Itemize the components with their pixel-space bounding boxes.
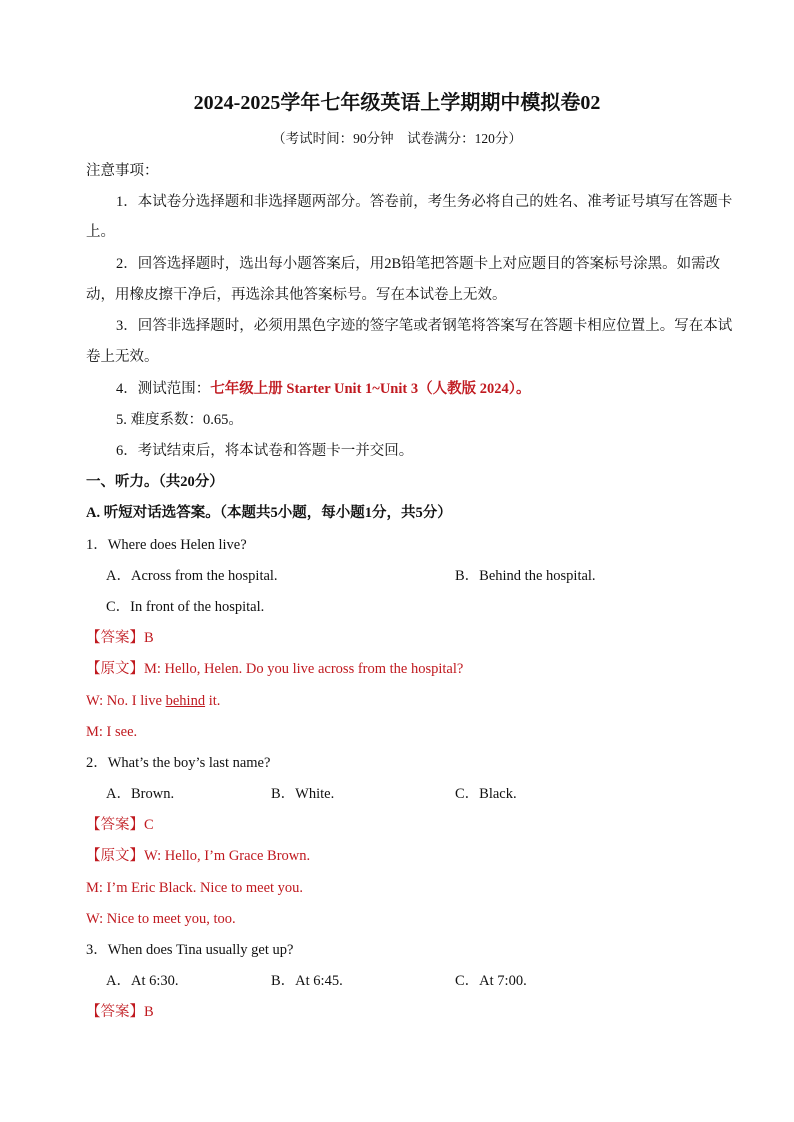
- notes-heading-text: 注意事项：: [86, 163, 159, 179]
- note-4-suffix: 。: [515, 381, 531, 397]
- q3-answer-group: [86, 1002, 154, 1022]
- q1-script-label: 【原文】: [86, 661, 144, 677]
- note-1-line-2: 上。: [86, 224, 115, 240]
- q1-answer-label: 【答案】: [86, 630, 144, 646]
- q1-script-line-3: M: I see.: [86, 724, 138, 740]
- q2-script-line-1: W: Hello, I’m Grace Brown.: [144, 848, 311, 864]
- q3-answer-value: B: [144, 1004, 154, 1020]
- q1-line2-pre: W: No. I live: [86, 693, 166, 709]
- note-5-text: 5. 难度系数：0.65。: [116, 412, 243, 428]
- q1-line2-post: it.: [205, 693, 221, 709]
- q1-answer-group: [86, 628, 154, 648]
- note-4-scope: 七年级上册 Starter Unit 1~Unit 3（人教版 2024）: [210, 381, 516, 397]
- q2-answer-value: C: [144, 817, 154, 833]
- q1-keyword: behind: [165, 693, 206, 709]
- question-2-text: 2．What’s the boy’s last name?: [86, 755, 271, 771]
- q2-option-c: C．Black.: [455, 786, 517, 802]
- exam-info: （考试时间：90分钟 试卷满分：120分）: [272, 131, 522, 146]
- note-2-line-2: 动，用橡皮擦干净后，再选涂其他答案标号。写在本试卷上无效。: [86, 287, 507, 303]
- page-title: 2024-2025学年七年级英语上学期期中模拟卷02: [193, 92, 601, 114]
- q2-script-label: 【原文】: [86, 848, 144, 864]
- q3-option-a: A．At 6:30.: [106, 973, 179, 989]
- q2-option-a: A．Brown.: [106, 786, 175, 802]
- q1-option-b: B．Behind the hospital.: [455, 568, 596, 584]
- q2-script-line-2: M: I’m Eric Black. Nice to meet you.: [86, 880, 304, 896]
- note-6-text: 6．考试结束后，将本试卷和答题卡一并交回。: [116, 443, 414, 459]
- section-1-heading: 一、听力。（共20分）: [86, 474, 224, 490]
- q2-answer-label: 【答案】: [86, 817, 144, 833]
- q2-script-line-3: W: Nice to meet you, too.: [86, 911, 236, 927]
- q1-option-a: A．Across from the hospital.: [106, 568, 278, 584]
- note-1-line-1: 1．本试卷分选择题和非选择题两部分。答卷前，考生务必将自己的姓名、准考证号填写在答题卡: [116, 194, 733, 210]
- q2-option-b: B．White.: [271, 786, 335, 802]
- q3-option-c: C．At 7:00.: [455, 973, 527, 989]
- q3-answer-label: 【答案】: [86, 1004, 144, 1020]
- note-4-prefix: 4．测试范围：: [116, 381, 211, 397]
- q1-script-group: [86, 659, 463, 679]
- question-1-text: 1．Where does Helen live?: [86, 537, 247, 553]
- q1-answer-value: B: [144, 630, 154, 646]
- q2-script-group: [86, 846, 310, 866]
- q1-script-line-1: M: Hello, Helen. Do you live across from the hospital?: [144, 661, 464, 677]
- part-a-heading: A. 听短对话选答案。（本题共5小题，每小题1分，共5分）: [86, 505, 452, 521]
- note-2-line-1: 2．回答选择题时，选出每小题答案后，用2B铅笔把答题卡上对应题目的答案标号涂黑。如需改: [116, 256, 721, 272]
- note-4-group: [116, 379, 530, 399]
- q3-option-b: B．At 6:45.: [271, 973, 343, 989]
- note-3-line-1: 3．回答非选择题时，必须用黑色字迹的签字笔或者钢笔将答案写在答题卡相应位置上。写在本试: [116, 318, 733, 334]
- q1-script-line-2: [86, 691, 220, 711]
- question-3-text: 3．When does Tina usually get up?: [86, 942, 294, 958]
- q2-answer-group: [86, 815, 154, 835]
- note-3-line-2: 卷上无效。: [86, 349, 159, 365]
- q1-option-c: C．In front of the hospital.: [106, 599, 265, 615]
